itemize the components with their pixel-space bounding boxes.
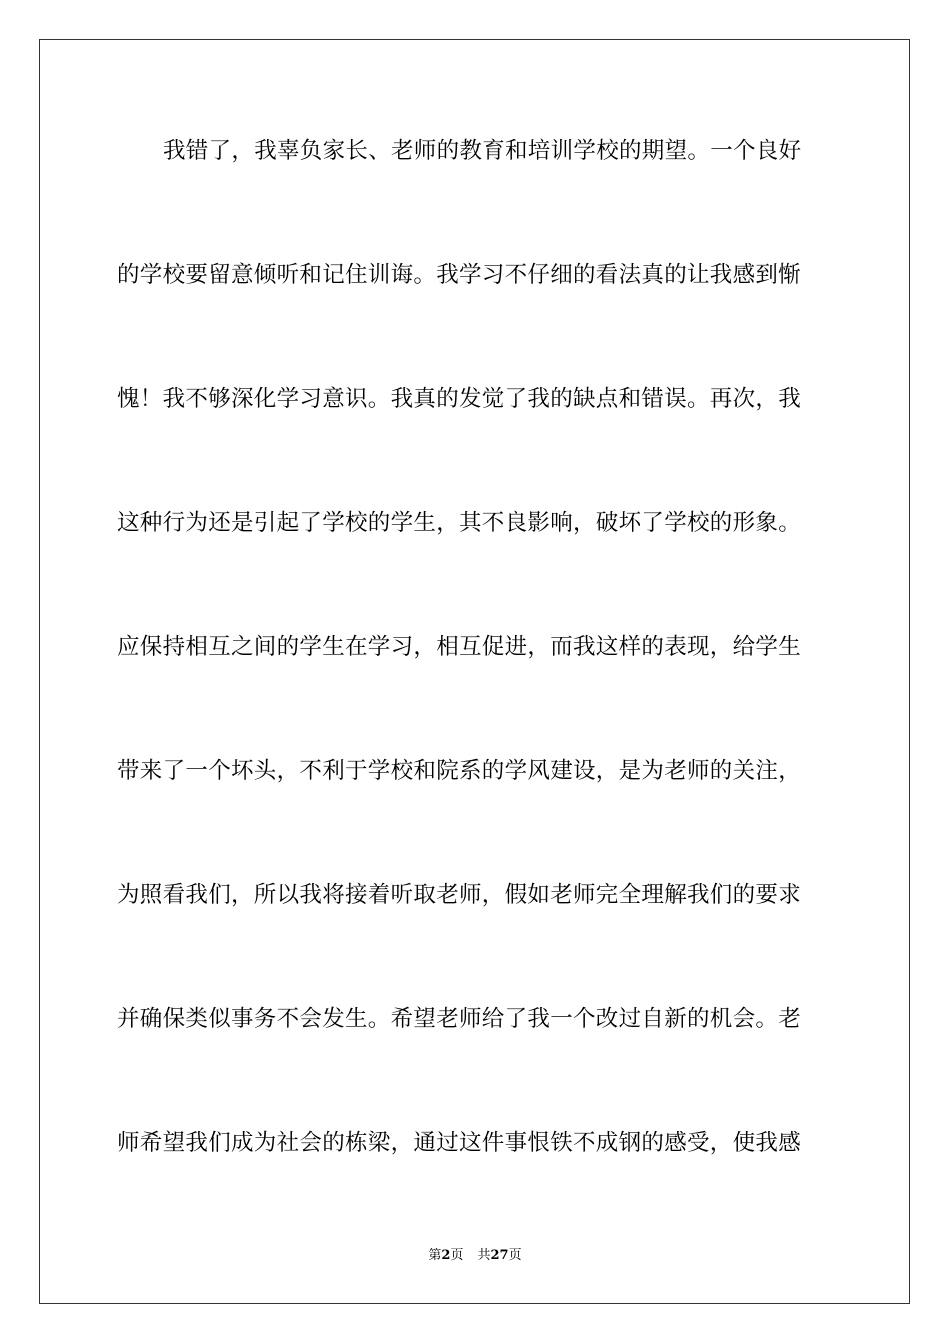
- paragraph-line: 的学校要留意倾听和记住训诲。我学习不仔细的看法真的让我感到惭: [117, 262, 802, 288]
- paragraph-line: 愧！我不够深化学习意识。我真的发觉了我的缺点和错误。再次，我: [117, 386, 802, 412]
- total-pages: 27: [490, 1248, 509, 1263]
- total-suffix: 页: [508, 1248, 522, 1263]
- paragraph-line: 我错了，我辜负家长、老师的教育和培训学校的期望。一个良好: [163, 138, 802, 164]
- paragraph-line: 为照看我们，所以我将接着听取老师，假如老师完全理解我们的要求: [117, 882, 802, 908]
- page-number: 2: [441, 1248, 451, 1263]
- paragraph-line: 并确保类似事务不会发生。希望老师给了我一个改过自新的机会。老: [117, 1006, 802, 1032]
- paragraph-line: 应保持相互之间的学生在学习，相互促进，而我这样的表现，给学生: [117, 634, 802, 660]
- page-footer: [0, 1248, 950, 1264]
- page-border: [39, 39, 910, 1304]
- total-prefix: 共: [477, 1248, 491, 1263]
- paragraph-line: 这种行为还是引起了学校的学生，其不良影响，破坏了学校的形象。: [117, 510, 802, 536]
- page-prefix: 第: [428, 1248, 442, 1263]
- page-suffix: 页: [450, 1248, 464, 1263]
- paragraph-line: 带来了一个坏头，不利于学校和院系的学风建设，是为老师的关注，: [117, 758, 802, 784]
- paragraph-line: 师希望我们成为社会的栋梁，通过这件事恨铁不成钢的感受，使我感: [117, 1130, 802, 1156]
